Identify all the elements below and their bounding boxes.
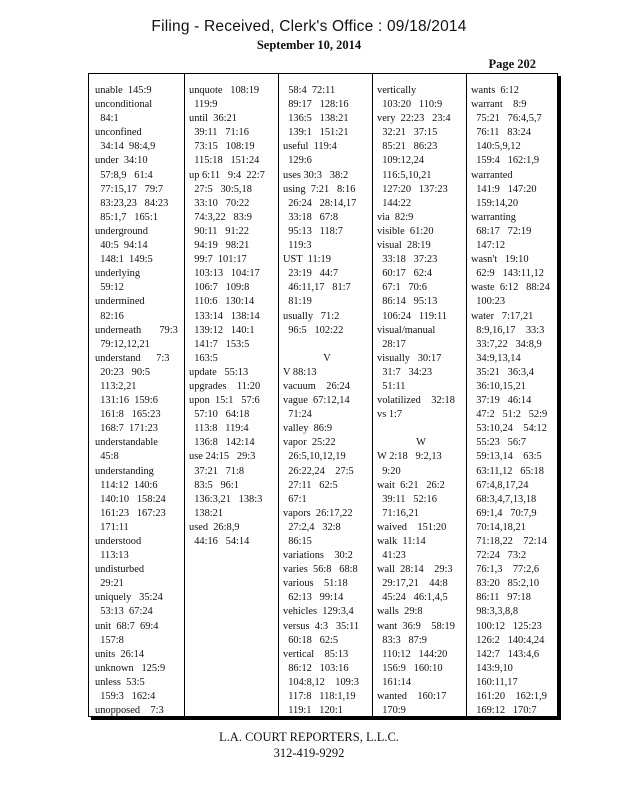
index-entry: until 36:21: [189, 113, 237, 125]
index-entry: vague 67:12,14: [283, 395, 350, 407]
index-entry: 170:9: [377, 705, 406, 717]
index-entry: 99:7 101:17: [189, 254, 247, 266]
index-entry: 86:12 103:16: [283, 662, 349, 674]
index-entry: 126:2 140:4,24: [471, 634, 545, 646]
index-entry: 86:15: [283, 536, 312, 547]
index-entry: 83:5 96:1: [189, 479, 239, 491]
index-entry: understand 7:3: [95, 352, 170, 364]
index-entry: 55:23 56:7: [471, 437, 527, 449]
index-entry: 85:21 86:23: [377, 141, 438, 153]
index-entry: unconfined: [95, 127, 142, 139]
index-entry: upgrades 11:20: [189, 380, 261, 392]
index-entry: wasn't 19:10: [471, 254, 529, 266]
index-entry: 133:14 138:14: [189, 310, 260, 322]
index-entry: 161:23 167:23: [95, 507, 166, 519]
index-entry: understanding: [95, 465, 154, 477]
index-entry: 139:1 151:21: [283, 127, 349, 139]
index-entry: 106:7 109:8: [189, 282, 250, 294]
index-entry: warranted: [471, 169, 513, 181]
index-entry: 84:1: [95, 113, 119, 125]
index-entry: V: [323, 352, 331, 364]
index-entry: 79:12,12,21: [95, 338, 150, 350]
index-entry: upon 15:1 57:6: [189, 395, 260, 407]
index-entry: vertically: [377, 85, 417, 96]
index-entry: 59:13,14 63:5: [471, 451, 542, 463]
index-entry: 60:17 62:4: [377, 268, 433, 280]
index-entry: water 7:17,21: [471, 310, 534, 322]
index-entry: 103:20 110:9: [377, 99, 443, 111]
index-entry: 161:20 162:1,9: [471, 691, 547, 703]
index-entry: 83:23,23 84:23: [95, 197, 169, 209]
index-entry: walls 29:8: [377, 606, 423, 618]
index-entry: 117:8 118:1,19: [283, 691, 356, 703]
index-entry: 83:3 87:9: [377, 634, 427, 646]
index-entry: 141:7 153:5: [189, 338, 250, 350]
index-entry: V 88:13: [283, 366, 317, 378]
index-entry: 57:8,9 61:4: [95, 169, 153, 181]
index-entry: 45:8: [95, 451, 119, 463]
index-entry: unknown 125:9: [95, 662, 166, 674]
index-entry: 27:2,4 32:8: [283, 521, 341, 533]
index-entry: 119:3: [283, 240, 312, 252]
index-entry: various 51:18: [283, 578, 348, 590]
index-entry: 62:9 143:11,12: [471, 268, 544, 280]
index-entry: 75:21 76:4,5,7: [471, 113, 542, 125]
index-entry: 71:16,21: [377, 507, 419, 519]
index-entry: 86:11 97:18: [471, 592, 531, 604]
index-entry: 90:11 91:22: [189, 225, 249, 237]
index-entry: unconditional: [95, 99, 153, 111]
reporter-company: L.A. COURT REPORTERS, L.L.C.: [219, 730, 399, 744]
index-entry: 68:17 72:19: [471, 225, 532, 237]
index-entry: 114:12 140:6: [95, 479, 158, 491]
index-entry: walk 11:14: [377, 536, 426, 547]
index-entry: 147:12: [471, 240, 506, 252]
index-entry: 37:21 71:8: [189, 465, 245, 477]
column-divider: [466, 74, 467, 716]
index-entry: 81:19: [283, 296, 312, 308]
index-entry: warranting: [471, 211, 517, 223]
index-entry: undermined: [95, 296, 145, 308]
index-column-3: [283, 84, 371, 718]
index-entry: vertical 85:13: [283, 648, 349, 660]
index-entry: volatilized 32:18: [377, 395, 455, 407]
index-entry: 33:18 67:8: [283, 211, 339, 223]
index-entry: wall 28:14 29:3: [377, 564, 453, 576]
index-entry: 32:21 37:15: [377, 127, 438, 139]
index-entry: 131:16 159:6: [95, 395, 158, 407]
index-entry: 29:21: [95, 578, 124, 590]
index-entry: underground: [95, 225, 148, 237]
index-column-5: [471, 84, 559, 718]
index-entry: visual/manual: [377, 324, 436, 336]
index-entry: vapors 26:17,22: [283, 507, 353, 519]
index-entry: 67:4,8,17,24: [471, 479, 529, 491]
index-entry: vapor 25:22: [283, 437, 336, 449]
index-entry: 159:4 162:1,9: [471, 155, 540, 167]
index-entry: 141:9 147:20: [471, 183, 537, 195]
index-entry: 115:18 151:24: [189, 155, 260, 167]
index-entry: 113:13: [95, 550, 129, 562]
index-entry: 67:1: [283, 493, 307, 505]
index-entry: 119:1 120:1: [283, 705, 343, 717]
reporter-phone: 312-419-9292: [273, 746, 345, 760]
page-number: Page 202: [488, 57, 536, 71]
index-entry: 83:20 85:2,10: [471, 578, 540, 590]
index-entry: 73:15 108:19: [189, 141, 255, 153]
index-entry: vacuum 26:24: [283, 380, 350, 392]
index-entry: 33:10 70:22: [189, 197, 250, 209]
index-entry: 82:16: [95, 310, 124, 322]
index-entry: 144:22: [377, 197, 412, 209]
index-entry: 34:9,13,14: [471, 352, 521, 364]
index-entry: 85:1,7 165:1: [95, 211, 158, 223]
index-entry: update 55:13: [189, 366, 249, 378]
index-entry: wants 6:12: [471, 85, 519, 96]
index-entry: 106:24 119:11: [377, 310, 447, 322]
index-entry: very 22:23 23:4: [377, 113, 451, 125]
index-entry: 41:23: [377, 550, 406, 562]
index-entry: 142:7 143:4,6: [471, 648, 540, 660]
index-entry: 71:24: [283, 409, 312, 421]
index-entry: 72:24 73:2: [471, 550, 527, 562]
index-entry: 139:12 140:1: [189, 324, 255, 336]
index-entry: 26:24 28:14,17: [283, 197, 357, 209]
index-entry: units 26:14: [95, 648, 145, 660]
index-entry: usually 71:2: [283, 310, 340, 322]
index-entry: 23:19 44:7: [283, 268, 339, 280]
index-entry: 104:8,12 109:3: [283, 676, 359, 688]
index-entry: 76:1,3 77:2,6: [471, 564, 540, 576]
index-entry: 143:9,10: [471, 662, 513, 674]
index-entry: via 82:9: [377, 211, 414, 223]
index-entry: want 36:9 58:19: [377, 620, 455, 632]
index-entry: 110:6 130:14: [189, 296, 255, 308]
index-entry: waived 151:20: [377, 521, 447, 533]
index-frame: [88, 73, 558, 717]
index-entry: 8:9,16,17 33:3: [471, 324, 545, 336]
index-entry: waste 6:12 88:24: [471, 282, 550, 294]
index-entry: 46:11,17 81:7: [283, 282, 351, 294]
index-entry: uses 30:3 38:2: [283, 169, 349, 181]
index-entry: 33:7,22 34:8,9: [471, 338, 542, 350]
index-entry: 98:3,3,8,8: [471, 606, 519, 618]
index-entry: 76:11 83:24: [471, 127, 531, 139]
index-entry: 9:20: [377, 465, 401, 477]
index-entry: 96:5 102:22: [283, 324, 344, 336]
index-entry: 160:11,17: [471, 676, 518, 688]
index-entry: 69:1,4 70:7,9: [471, 507, 537, 519]
index-entry: 95:13 118:7: [283, 225, 343, 237]
index-entry: [283, 338, 371, 352]
index-entry: unit 68:7 69:4: [95, 620, 159, 632]
index-entry: 33:18 37:23: [377, 254, 438, 266]
index-column-2: [189, 84, 277, 549]
index-entry: up 6:11 9:4 22:7: [189, 169, 265, 181]
deposition-date: September 10, 2014: [256, 38, 362, 52]
index-entry: 29:17,21 44:8: [377, 578, 448, 590]
index-entry: 63:11,12 65:18: [471, 465, 544, 477]
index-entry: 110:12 144:20: [377, 648, 448, 660]
index-entry: 36:10,15,21: [471, 380, 526, 392]
index-entry: 161:8 165:23: [95, 409, 161, 421]
index-entry: understood: [95, 536, 142, 547]
index-entry: vs 1:7: [377, 409, 403, 421]
index-entry: 27:11 62:5: [283, 479, 338, 491]
index-entry: 109:12,24: [377, 155, 425, 167]
index-column-1: [95, 84, 183, 718]
index-entry: 26:5,10,12,19: [283, 451, 346, 463]
index-entry: 47:2 51:2 52:9: [471, 409, 548, 421]
index-entry: underlying: [95, 268, 141, 280]
index-entry: UST 11:19: [283, 254, 331, 266]
index-entry: 58:4 72:11: [283, 85, 336, 96]
index-entry: understandable: [95, 437, 158, 449]
index-entry: 57:10 64:18: [189, 409, 250, 421]
index-entry: visually 30:17: [377, 352, 442, 364]
filing-stamp: Filing - Received, Clerk's Office : 09/18/2014: [151, 18, 467, 35]
index-entry: underneath 79:3: [95, 324, 178, 336]
index-entry: 159:14,20: [471, 197, 519, 209]
index-entry: 53:10,24 54:12: [471, 423, 547, 435]
index-entry: 35:21 36:3,4: [471, 366, 534, 378]
index-entry: 163:5: [189, 352, 218, 364]
index-entry: 168:7 171:23: [95, 423, 158, 435]
index-entry: 136:5 138:21: [283, 113, 349, 125]
index-entry: undisturbed: [95, 564, 145, 576]
index-entry: 171:11: [95, 521, 129, 533]
index-entry: 136:3,21 138:3: [189, 493, 263, 505]
index-entry: 138:21: [189, 507, 224, 519]
index-entry: use 24:15 29:3: [189, 451, 256, 463]
index-entry: used 26:8,9: [189, 521, 240, 533]
index-entry: 68:3,4,7,13,18: [471, 493, 537, 505]
index-entry: 94:19 98:21: [189, 240, 250, 252]
index-entry: versus 4:3 35:11: [283, 620, 360, 632]
index-entry: using 7:21 8:16: [283, 183, 356, 195]
index-entry: 140:10 158:24: [95, 493, 166, 505]
index-entry: 148:1 149:5: [95, 254, 153, 266]
index-entry: 70:14,18,21: [471, 521, 526, 533]
index-entry: varies 56:8 68:8: [283, 564, 358, 576]
index-entry: 113:8 119:4: [189, 423, 249, 435]
index-column-4: [377, 84, 465, 718]
index-entry: 27:5 30:5,18: [189, 183, 252, 195]
index-entry: unquote 108:19: [189, 85, 260, 96]
index-entry: 60:18 62:5: [283, 634, 339, 646]
index-entry: useful 119:4: [283, 141, 337, 153]
index-entry: 100:12 125:23: [471, 620, 542, 632]
index-entry: 129:6: [283, 155, 312, 167]
index-entry: 71:18,22 72:14: [471, 536, 547, 547]
index-entry: 59:12: [95, 282, 124, 294]
index-entry: 51:11: [377, 380, 406, 392]
index-entry: 103:13 104:17: [189, 268, 260, 280]
index-entry: 40:5 94:14: [95, 240, 148, 252]
index-entry: 39:11 52:16: [377, 493, 437, 505]
index-entry: vehicles 129:3,4: [283, 606, 354, 618]
index-entry: 62:13 99:14: [283, 592, 344, 604]
index-entry: 157:8: [95, 634, 124, 646]
index-entry: 140:5,9,12: [471, 141, 521, 153]
index-entry: warrant 8:9: [471, 99, 527, 111]
column-divider: [184, 74, 185, 716]
index-entry: 67:1 70:6: [377, 282, 427, 294]
index-entry: 136:8 142:14: [189, 437, 255, 449]
index-entry: 39:11 71:16: [189, 127, 249, 139]
index-entry: wanted 160:17: [377, 691, 447, 703]
index-entry: 86:14 95:13: [377, 296, 438, 308]
index-entry: 37:19 46:14: [471, 395, 532, 407]
index-entry: [377, 422, 465, 436]
index-entry: 28:17: [377, 338, 406, 350]
index-entry: 31:7 34:23: [377, 366, 433, 378]
index-entry: wait 6:21 26:2: [377, 479, 445, 491]
index-entry: W: [416, 437, 426, 449]
column-divider: [278, 74, 279, 716]
index-entry: unless 53:5: [95, 676, 145, 688]
index-entry: visible 61:20: [377, 225, 434, 237]
column-divider: [372, 74, 373, 716]
index-entry: 20:23 90:5: [95, 366, 151, 378]
index-entry: valley 86:9: [283, 423, 333, 435]
index-entry: under 34:10: [95, 155, 148, 167]
index-entry: variations 30:2: [283, 550, 353, 562]
index-entry: 26:22,24 27:5: [283, 465, 354, 477]
index-entry: 116:5,10,21: [377, 169, 432, 181]
index-entry: unopposed 7:3: [95, 705, 164, 717]
index-entry: 74:3,22 83:9: [189, 211, 252, 223]
index-entry: 156:9 160:10: [377, 662, 443, 674]
index-entry: 119:9: [189, 99, 218, 111]
index-entry: W 2:18 9:2,13: [377, 451, 442, 463]
index-entry: 45:24 46:1,4,5: [377, 592, 448, 604]
index-entry: uniquely 35:24: [95, 592, 163, 604]
index-entry: visual 28:19: [377, 240, 431, 252]
index-entry: 169:12 170:7: [471, 705, 537, 717]
index-entry: 159:3 162:4: [95, 691, 156, 703]
index-entry: 127:20 137:23: [377, 183, 448, 195]
index-entry: 34:14 98:4,9: [95, 141, 156, 153]
index-entry: 113:2,21: [95, 380, 137, 392]
index-entry: 161:14: [377, 676, 412, 688]
index-entry: 53:13 67:24: [95, 606, 153, 618]
index-entry: 100:23: [471, 296, 506, 308]
index-entry: 89:17 128:16: [283, 99, 349, 111]
index-entry: 44:16 54:14: [189, 536, 250, 547]
index-entry: unable 145:9: [95, 85, 152, 96]
index-entry: 77:15,17 79:7: [95, 183, 164, 195]
